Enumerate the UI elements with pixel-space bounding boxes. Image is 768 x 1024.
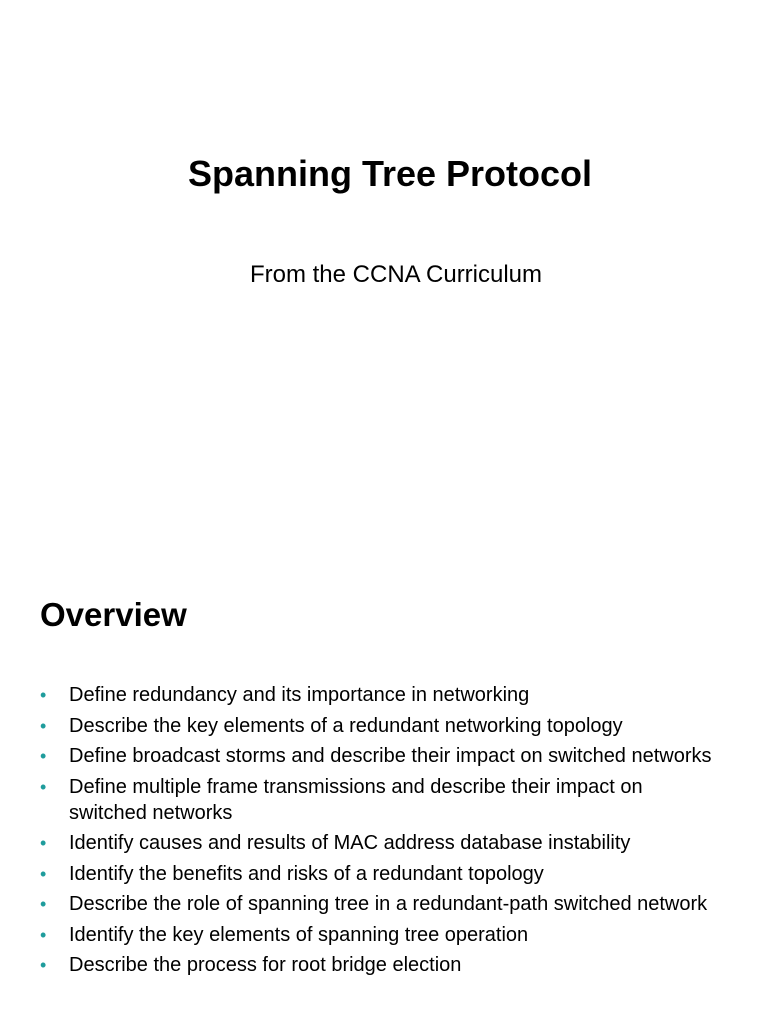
bullet-dot-icon: • [40,863,47,884]
bullet-dot-icon: • [40,746,47,766]
list-item [40,682,720,708]
list-item [40,922,720,948]
list-item-text: Describe the key elements of a redundant networking topology [69,714,623,737]
list-item-text: Define redundancy and its importance in networking [69,684,530,706]
list-item [40,952,720,978]
list-item-text: Describe the role of spanning tree in a redundant-path switched network [69,893,708,915]
list-item-text: Define broadcast storms and describe their impact on switched networks [69,745,712,767]
list-item-text: Define multiple frame transmissions and describe their impact on switched networks [69,775,643,824]
list-item [40,830,720,856]
list-item-text: Identify causes and results of MAC address database instability [69,832,631,854]
bullet-dot-icon: • [40,833,47,853]
list-item-text: Identify the benefits and risks of a redundant topology [69,862,544,885]
bullet-dot-icon: • [40,715,47,736]
overview-bullet-list [40,682,720,983]
bullet-dot-icon: • [40,776,47,797]
slide-subtitle: From the CCNA Curriculum [249,261,543,288]
bullet-dot-icon: • [40,894,47,914]
list-item [40,861,720,887]
bullet-dot-icon: • [40,955,47,975]
list-item-text: Identify the key elements of spanning tree operation [69,923,529,946]
slide-title: Spanning Tree Protocol [187,153,593,194]
bullet-dot-icon: • [40,924,47,945]
list-item [40,891,720,917]
bullet-dot-icon: • [40,685,47,705]
list-item [40,743,720,769]
list-item-text: Describe the process for root bridge election [69,954,462,976]
list-item [40,774,720,826]
overview-heading: Overview [40,596,187,633]
list-item [40,713,720,739]
